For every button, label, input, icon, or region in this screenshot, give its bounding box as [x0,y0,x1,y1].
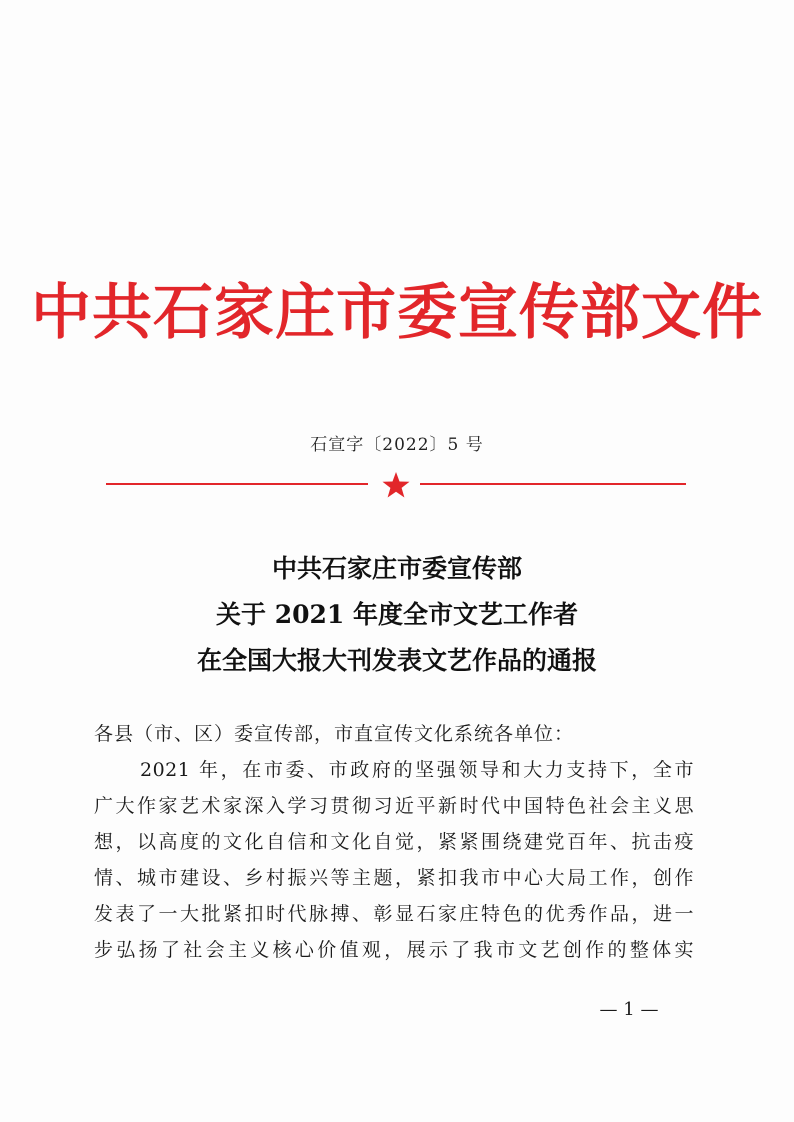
notice-title-line-2: 关于 2021 年度全市文艺工作者 [216,600,578,629]
body-line: 广大作家艺术家深入学习贯彻习近平新时代中国特色社会主义思 [94,795,694,817]
red-separator [106,471,686,499]
separator-line-left [106,483,368,485]
star-icon [381,471,411,499]
body-line: 发表了一大批紧扣时代脉搏、彰显石家庄特色的优秀作品，进一 [94,903,694,925]
document-number: 石宣字〔2022〕5 号 [310,435,484,455]
notice-title-line-3: 在全国大报大刊发表文艺作品的通报 [196,646,597,675]
body-line: 2021 年，在市委、市政府的坚强领导和大力支持下，全市 [140,759,694,781]
notice-title-line-1: 中共石家庄市委宣传部 [271,554,522,583]
notice-body [94,716,694,968]
page-number: — 1 — [599,999,659,1020]
notice-title [0,546,794,684]
body-line: 情、城市建设、乡村振兴等主题，紧扣我市中心大局工作，创作 [94,867,694,889]
body-line: 步弘扬了社会主义核心价值观，展示了我市文艺创作的整体实 [94,939,694,961]
body-line: 想，以高度的文化自信和文化自觉，紧紧围绕建党百年、抗击疫 [94,831,694,853]
document-header-org-name: 中共石家庄市委宣传部文件 [31,278,763,348]
salutation: 各县（市、区）委宣传部，市直宣传文化系统各单位： [94,723,575,745]
separator-line-right [420,483,686,485]
